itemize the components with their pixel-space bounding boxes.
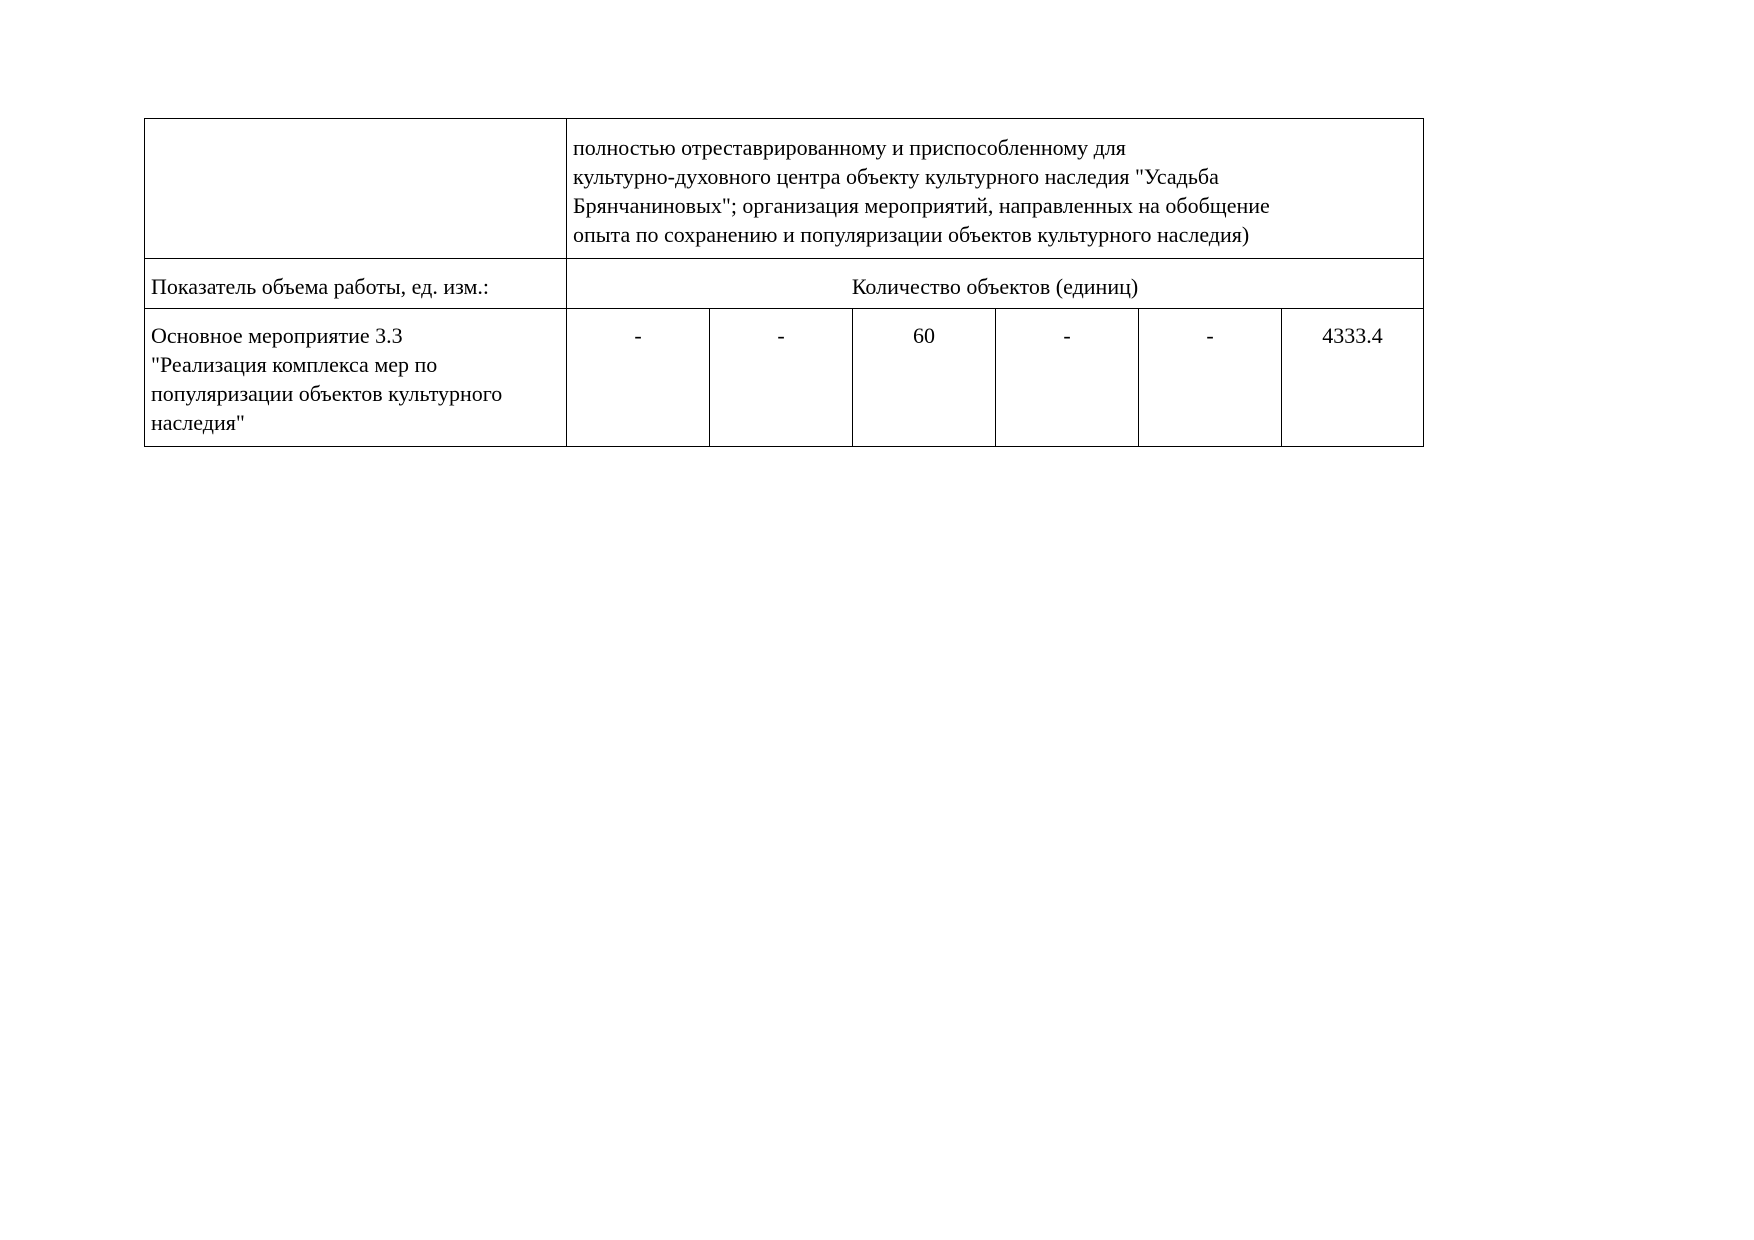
- description-line: полностью отреставрированному и приспособленному для: [573, 135, 1126, 160]
- event-value-cell: 4333.4: [1282, 309, 1424, 447]
- event-value-cell: -: [567, 309, 710, 447]
- event-value-cell: -: [1139, 309, 1282, 447]
- event-name-cell: [145, 309, 567, 447]
- description-line: опыта по сохранению и популяризации объектов культурного наследия): [573, 222, 1250, 247]
- event-row: [145, 309, 1424, 447]
- event-name-line: наследия": [151, 410, 245, 435]
- program-table: [144, 118, 1424, 447]
- event-value-cell: 60: [853, 309, 996, 447]
- event-name-line: Основное мероприятие 3.3: [151, 323, 403, 348]
- description-row: [145, 119, 1424, 259]
- indicator-unit: Количество объектов (единиц): [567, 259, 1424, 309]
- event-value-cell: -: [710, 309, 853, 447]
- description-line: культурно-духовного центра объекту культурного наследия "Усадьба: [573, 164, 1219, 189]
- event-name-line: "Реализация комплекса мер по: [151, 352, 438, 377]
- description-cell: [567, 119, 1424, 259]
- description-empty-cell: [145, 119, 567, 259]
- description-line: Брянчаниновых"; организация мероприятий, направленных на обобщение: [573, 193, 1270, 218]
- event-value-cell: -: [996, 309, 1139, 447]
- indicator-label: Показатель объема работы, ед. изм.:: [145, 259, 567, 309]
- event-name-line: популяризации объектов культурного: [151, 381, 503, 406]
- indicator-row: [145, 259, 1424, 309]
